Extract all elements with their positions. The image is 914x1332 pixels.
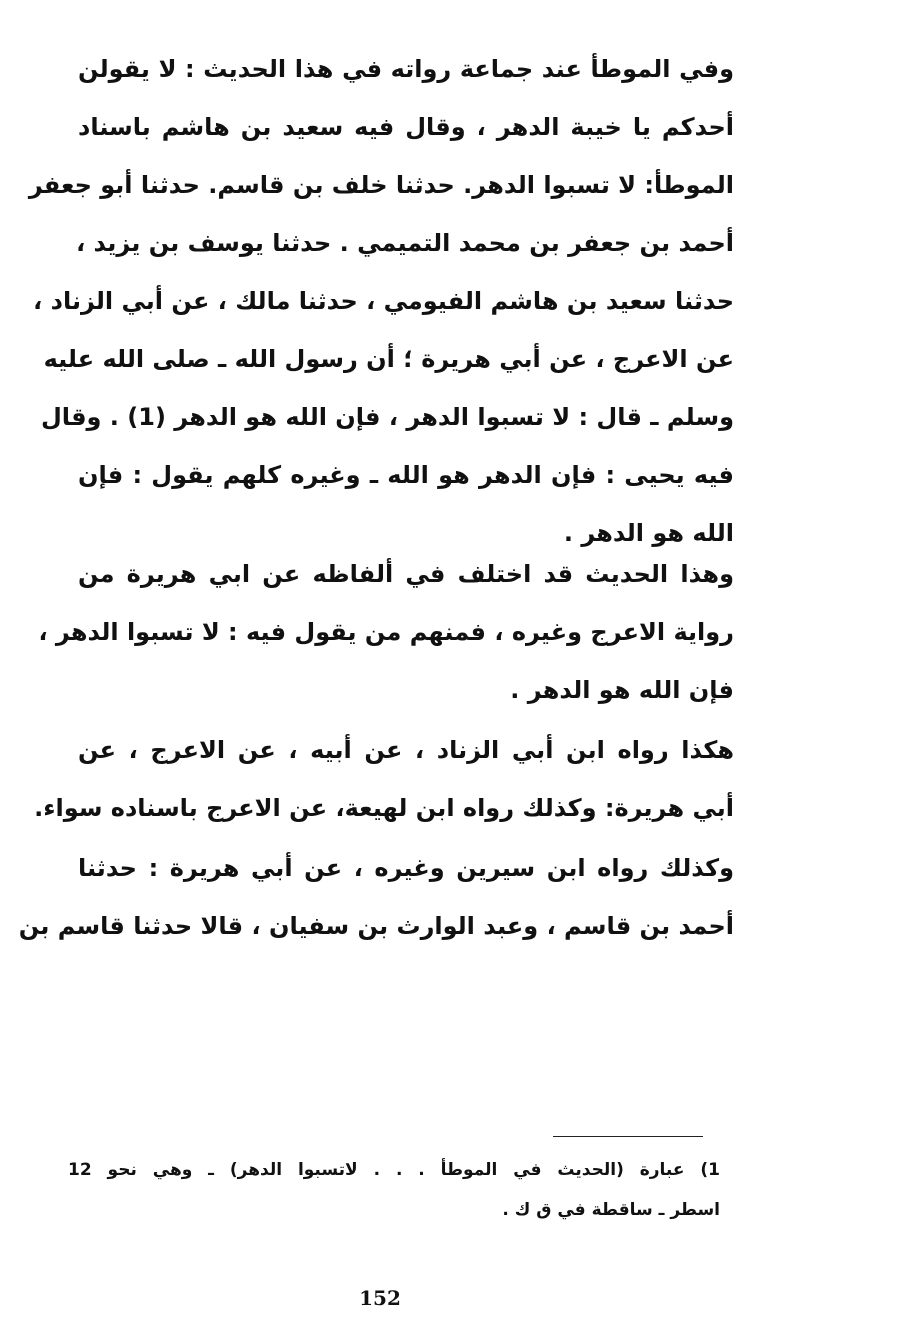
text-line: عن الاعرج ، عن أبي هريرة ؛ أن رسول الله ـ صلى الله عليه [43,345,734,373]
paragraph-1 [28,40,734,562]
text-line: فيه يحيى : فإن الدهر هو الله ـ وغيره كلهم يقول : فإن [78,461,734,489]
text-line: فإن الله هو الدهر . [510,676,734,704]
text-line: وفي الموطأ عند جماعة رواته في هذا الحديث : لا يقولن [78,55,734,83]
text-line: رواية الاعرج وغيره ، فمنهم من يقول فيه : لا تسبوا الدهر ، [38,618,734,646]
text-line: وسلم ـ قال : لا تسبوا الدهر ، فإن الله هو الدهر (1) . وقال [40,403,734,431]
page-number: 152 [359,1286,401,1310]
text-line: أبي هريرة: وكذلك رواه ابن لهيعة، عن الاعرج باسناده سواء. [34,794,734,822]
paragraph-4 [18,839,734,955]
paragraph-3 [34,721,734,837]
text-line: الموطأ: لا تسبوا الدهر. حدثنا خلف بن قاسم. حدثنا أبو جعفر [28,171,734,199]
paragraph-2 [38,545,734,719]
text-line: أحدكم يا خيبة الدهر ، وقال فيه سعيد بن هاشم باسناد [78,113,734,141]
text-line: حدثنا سعيد بن هاشم الفيومي ، حدثنا مالك ، عن أبي الزناد ، [33,287,734,315]
text-line: هكذا رواه ابن أبي الزناد ، عن أبيه ، عن الاعرج ، عن [78,736,734,764]
text-line: وكذلك رواه ابن سيرين وغيره ، عن أبي هريرة : حدثنا [78,854,734,882]
text-line: وهذا الحديث قد اختلف في ألفاظه عن ابي هريرة من [78,560,734,588]
text-line: أحمد بن قاسم ، وعبد الوارث بن سفيان ، قالا حدثنا قاسم بن [18,912,734,940]
footnote-divider [553,1136,703,1137]
footnote [68,1150,720,1230]
footnote-line: 1) عبارة (الحديث في الموطأ . . . لاتسبوا الدهر) ـ وهي نحو 12 [68,1160,720,1180]
footnote-line: اسطر ـ ساقطة في ق ك . [502,1200,720,1220]
text-line: الله هو الدهر . [563,519,734,547]
text-line: أحمد بن جعفر بن محمد التميمي . حدثنا يوسف بن يزيد ، [76,229,734,257]
